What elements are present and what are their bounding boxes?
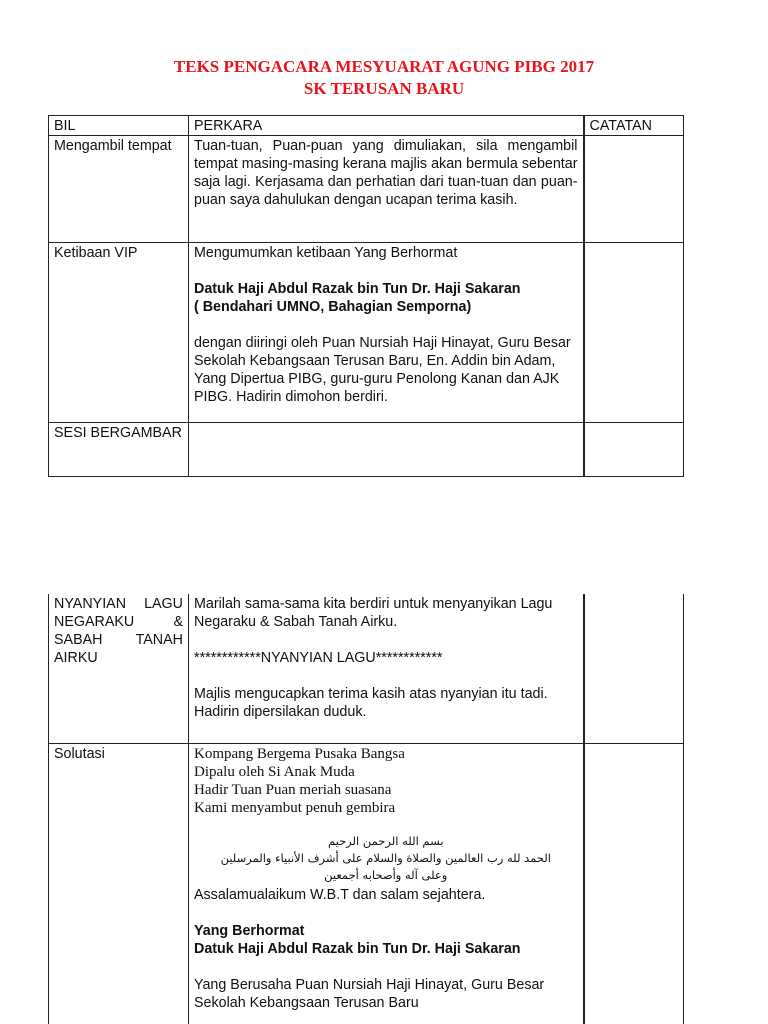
table-header-row xyxy=(49,116,684,136)
anthem-invite: Marilah sama-sama kita berdiri untuk menyanyikan Lagu Negaraku & Sabah Tanah Airku. xyxy=(194,596,553,630)
row-label: Mengambil tempat xyxy=(49,136,189,243)
catatan-cell xyxy=(584,136,684,243)
greeting: Assalamualaikum W.B.T dan salam sejahtera. xyxy=(194,886,486,903)
agenda-table-top xyxy=(48,115,684,477)
arabic-opening xyxy=(194,831,578,886)
agenda-table-bottom xyxy=(48,594,684,1024)
vip-escort: dengan diiringi oleh Puan Nursiah Haji Hinayat, Guru Besar Sekolah Kebangsaan Terusan Baru, En. Addin bin Adam, Yang Dipertua PIBG, guru-guru Penolong Kanan dan AJK PIBG. Hadirin dimohon berdiri. xyxy=(194,335,571,405)
row-label: Solutasi xyxy=(49,743,189,1024)
header-catatan: CATATAN xyxy=(584,116,684,136)
row-content: Tuan-tuan, Puan-puan yang dimuliakan, sila mengambil tempat masing-masing kerana majlis akan bermula sebentar saja lagi. Kerjasama dan perhatian dari tuan-tuan dan puan-puan saya dahulukan dengan ucapan terima kasih. xyxy=(189,136,584,243)
header-bil: BIL xyxy=(49,116,189,136)
arabic-line: وعلى آله وأصحابه أجمعين xyxy=(324,867,448,882)
row-content xyxy=(189,594,584,743)
pantun-line: Kompang Bergema Pusaka Bangsa xyxy=(194,745,405,762)
vip-name: Datuk Haji Abdul Razak bin Tun Dr. Haji Sakaran xyxy=(194,281,521,297)
header-perkara: PERKARA xyxy=(189,116,584,136)
document-title: TEKS PENGACARA MESYUARAT AGUNG PIBG 2017 xyxy=(173,57,595,76)
table-row xyxy=(49,243,684,423)
anthem-marker: ************NYANYIAN LAGU************ xyxy=(194,650,443,666)
row-content xyxy=(189,243,584,423)
guru-besar-greeting: Yang Berusaha Puan Nursiah Haji Hinayat, Guru Besar Sekolah Kebangsaan Terusan Baru xyxy=(194,976,545,1011)
table-row xyxy=(49,136,684,243)
yb-label: Yang Berhormat xyxy=(194,922,305,939)
row-content xyxy=(189,743,584,1024)
table-row xyxy=(49,743,684,1024)
pantun-line: Dipalu oleh Si Anak Muda xyxy=(194,763,355,780)
table-row xyxy=(49,423,684,477)
arabic-line: الحمد لله رب العالمين والصلاة والسلام على أشرف الأنبياء والمرسلين xyxy=(220,850,551,865)
row-content xyxy=(189,423,584,477)
row-label: Ketibaan VIP xyxy=(49,243,189,423)
catatan-cell xyxy=(584,743,684,1024)
vip-title: ( Bendahari UMNO, Bahagian Semporna) xyxy=(194,299,472,315)
catatan-cell xyxy=(584,243,684,423)
row-label: SESI BERGAMBAR xyxy=(49,423,189,477)
arabic-line: بسم الله الرحمن الرحيم xyxy=(327,833,444,848)
yb-name: Datuk Haji Abdul Razak bin Tun Dr. Haji Sakaran xyxy=(194,940,521,957)
catatan-cell xyxy=(584,423,684,477)
anthem-thanks: Majlis mengucapkan terima kasih atas nyanyian itu tadi. Hadirin dipersilakan duduk. xyxy=(194,686,548,720)
pantun-line: Hadir Tuan Puan meriah suasana xyxy=(194,781,392,798)
pantun-line: Kami menyambut penuh gembira xyxy=(194,799,396,816)
pantun xyxy=(194,745,578,817)
catatan-cell xyxy=(584,594,684,743)
school-name-title: SK TERUSAN BARU xyxy=(303,79,465,98)
row-label: NYANYIAN LAGU NEGARAKU & SABAH TANAH AIRKU xyxy=(49,594,189,743)
table-row xyxy=(49,594,684,743)
vip-intro: Mengumumkan ketibaan Yang Berhormat xyxy=(194,245,458,261)
